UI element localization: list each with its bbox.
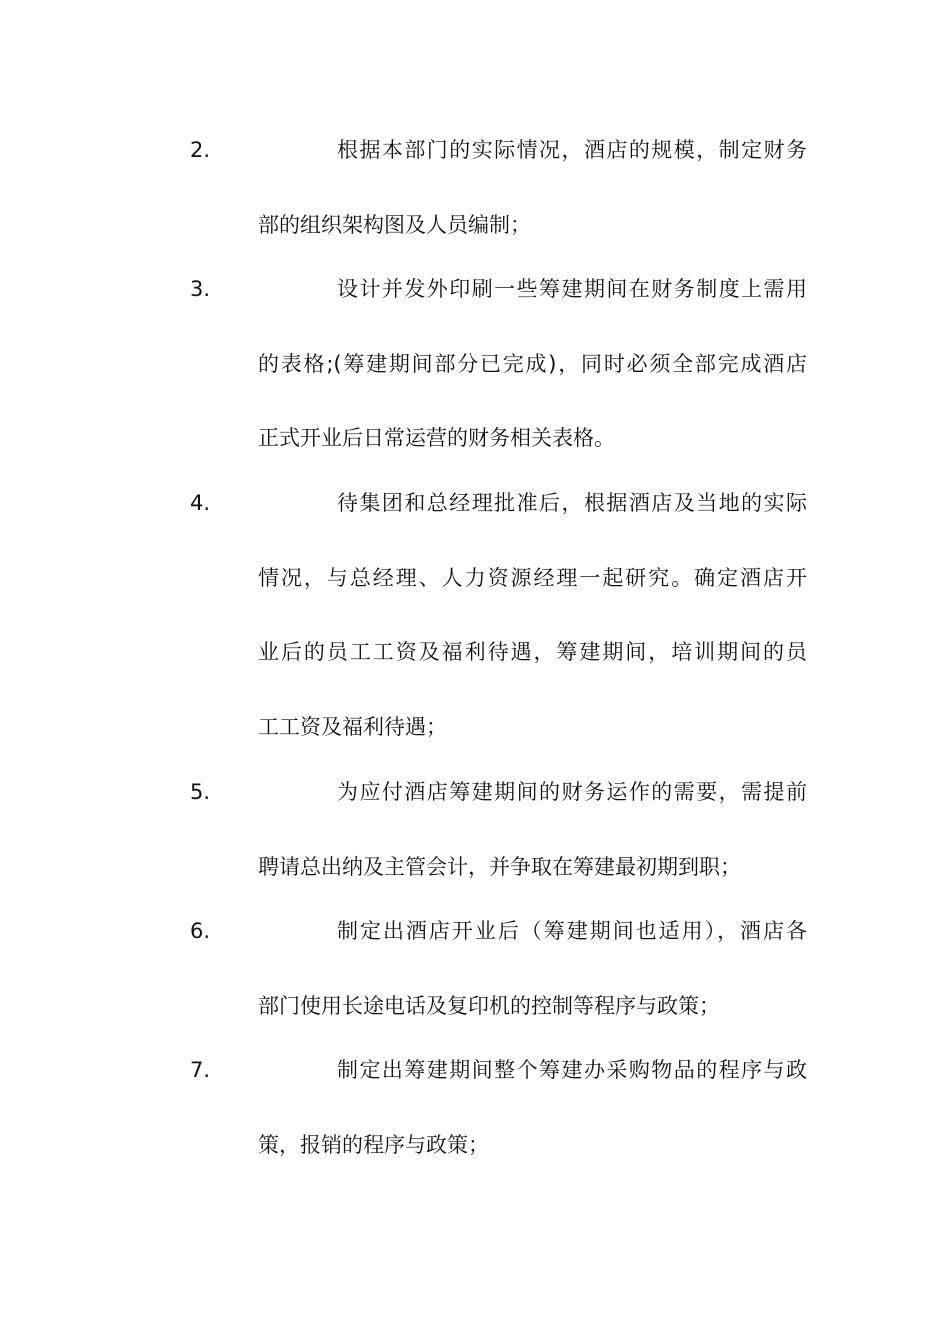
item-text-line: 为应付酒店筹建期间的财务运作的需要，需提前 (337, 780, 807, 804)
item-text-line: 待集团和总经理批准后，根据酒店及当地的实际 (337, 491, 807, 515)
item-text-line: 部门使用长途电话及复印机的控制等程序与政策； (258, 994, 720, 1018)
item-text-line: 聘请总出纳及主管会计，并争取在筹建最初期到职； (258, 855, 741, 879)
item-text-line: 工工资及福利待遇； (258, 715, 447, 739)
item-number: 6. (190, 919, 211, 943)
item-text-line: 设计并发外印刷一些筹建期间在财务制度上需用 (337, 277, 807, 301)
item-text-line: 正式开业后日常运营的财务相关表格。 (258, 426, 615, 450)
item-number: 3. (190, 277, 211, 301)
item-text-line: 制定出筹建期间整个筹建办采购物品的程序与政 (337, 1058, 807, 1082)
item-text-line: 的表格;(筹建期间部分已完成)，同时必须全部完成酒店 (258, 352, 807, 376)
item-text-line: 情况，与总经理、人力资源经理一起研究。确定酒店开 (258, 566, 807, 590)
item-text-line: 业后的员工工资及福利待遇，筹建期间，培训期间的员 (258, 640, 807, 664)
item-number: 7. (190, 1058, 211, 1082)
item-text-line: 根据本部门的实际情况，酒店的规模，制定财务 (337, 138, 807, 162)
item-number: 4. (190, 491, 211, 515)
item-text-line: 策，报销的程序与政策； (258, 1133, 489, 1157)
item-number: 2. (190, 138, 211, 162)
item-text-line: 部的组织架构图及人员编制； (258, 213, 531, 237)
item-number: 5. (190, 780, 211, 804)
item-text-line: 制定出酒店开业后（筹建期间也适用），酒店各 (337, 919, 807, 943)
